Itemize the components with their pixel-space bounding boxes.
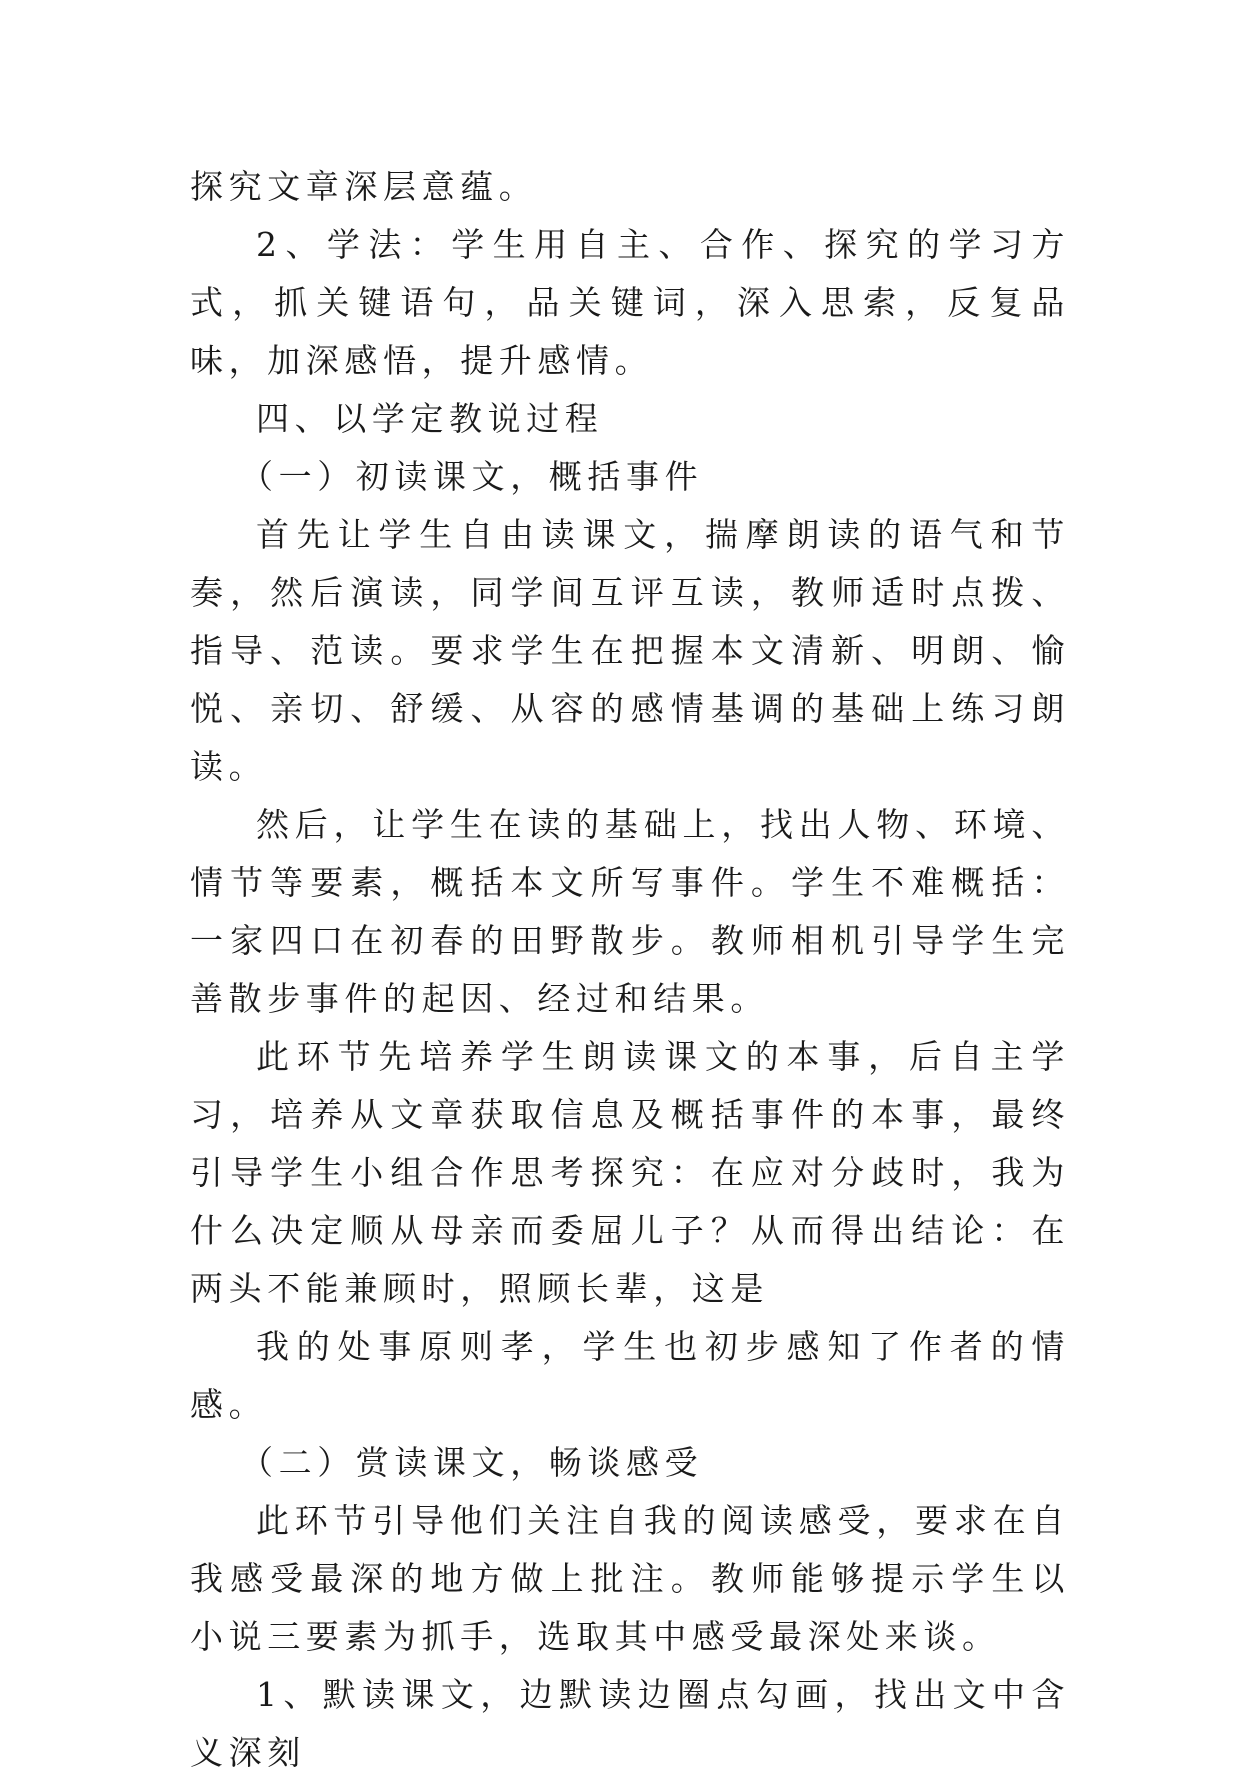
paragraph-free-reading: 首先让学生自由读课文，揣摩朗读的语气和节奏，然后演读，同学间互评互读，教师适时点拨、指导、范读。要求学生在把握本文清新、明朗、愉悦、亲切、舒缓、从容的感情基调的基础上练习朗读。 <box>190 515 1070 786</box>
paragraph-segment-purpose: 此环节先培养学生朗读课文的本事，后自主学习，培养从文章获取信息及概括事件的本事，最终引导学生小组合作思考探究：在应对分歧时，我为什么决定顺从母亲而委屈儿子？从而得出结论：在两头不能兼顾时，照顾长辈，这是 <box>190 1037 1070 1308</box>
paragraph-summarize-event: 然后，让学生在读的基础上，找出人物、环境、情节等要素，概括本文所写事件。学生不难概括：一家四口在初春的田野散步。教师相机引导学生完善散步事件的起因、经过和结果。 <box>190 805 1070 1018</box>
subsection-heading-appreciation: （二）赏读课文，畅谈感受 <box>240 1443 704 1482</box>
document-body <box>190 158 1070 1782</box>
paragraph-study-method: 2、学法：学生用自主、合作、探究的学习方式，抓关键语句，品关键词，深入思索，反复品味，加深感悟，提升感情。 <box>190 225 1070 380</box>
paragraph-silent-reading: 1、默读课文，边默读边圈点勾画，找出文中含义深刻 <box>190 1675 1070 1772</box>
paragraph-continuation: 探究文章深层意蕴。 <box>190 167 538 206</box>
paragraph-annotation: 此环节引导他们关注自我的阅读感受，要求在自我感受最深的地方做上批注。教师能够提示学生以小说三要素为抓手，选取其中感受最深处来谈。 <box>190 1501 1070 1656</box>
section-heading-process: 四、以学定教说过程 <box>256 399 604 438</box>
paragraph-principle: 我的处事原则孝，学生也初步感知了作者的情感。 <box>190 1327 1070 1424</box>
subsection-heading-first-reading: （一）初读课文，概括事件 <box>240 457 704 496</box>
